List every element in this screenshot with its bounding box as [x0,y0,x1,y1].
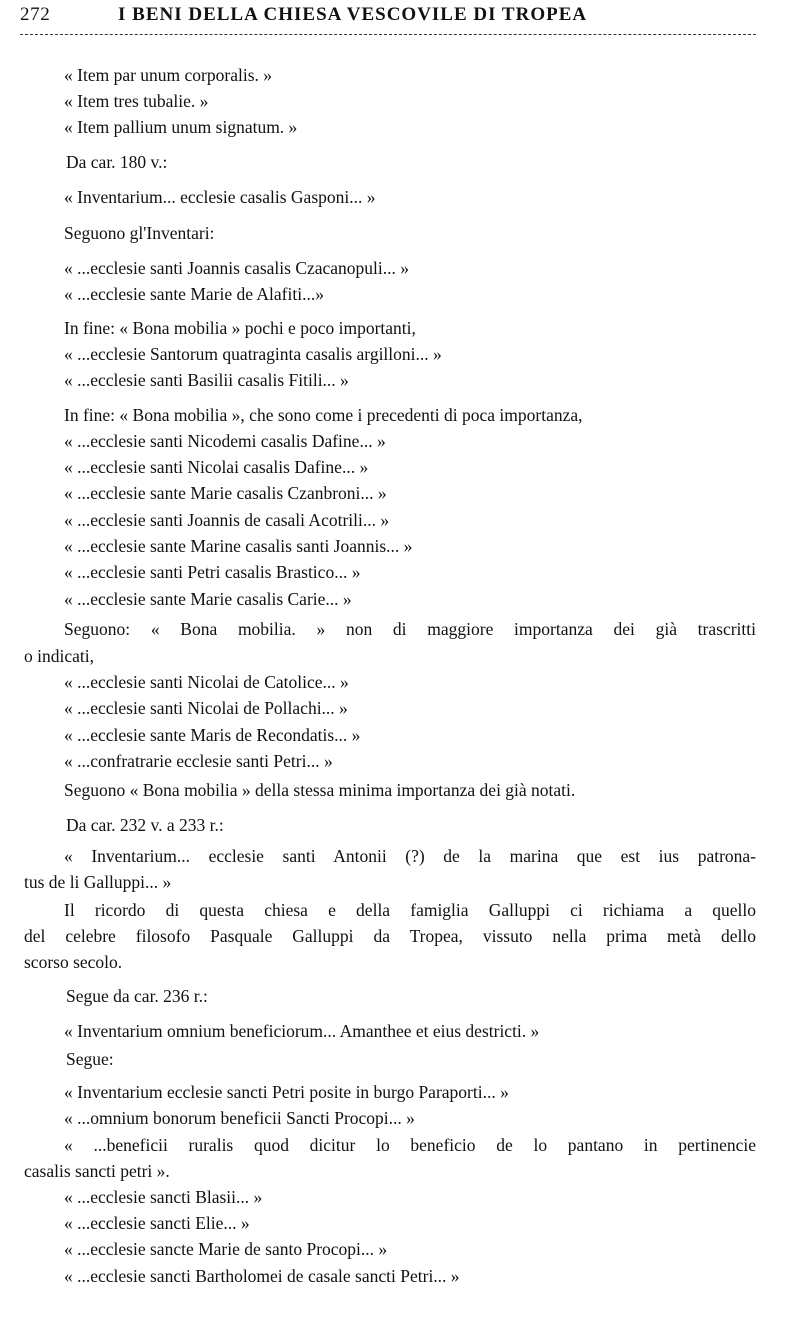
text-line: Segue da car. 236 r.: [66,986,208,1006]
text-line: « ...ecclesie santi Nicolai de Catolice... » [64,672,349,692]
text-line: o indicati, [24,646,94,666]
text-line: Da car. 232 v. a 233 r.: [66,815,224,835]
page-number: 272 [20,4,51,25]
text-line: « Item tres tubalie. » [64,91,209,111]
text-line: In fine: « Bona mobilia », che sono come i precedenti di poca importanza, [64,405,583,425]
text-line: « ...ecclesie sancti Elie... » [64,1213,250,1233]
text-line: « ...beneficii ruralis quod dicitur lo beneficio de lo pantano in pertinencie [64,1135,756,1155]
text-line: « ...ecclesie sante Marie casalis Carie... » [64,589,352,609]
header-rule [20,34,756,35]
text-line: « ...ecclesie sante Maris de Recondatis... » [64,725,361,745]
text-line: scorso secolo. [24,952,123,972]
text-line: « ...ecclesie santi Nicolai de Pollachi... » [64,698,348,718]
text-line: « ...ecclesie sante Marine casalis santi Joannis... » [64,536,413,556]
text-line: « ...omnium bonorum beneficii Sancti Procopi... » [64,1108,415,1128]
page-header [20,4,756,28]
text-line: « ...ecclesie santi Basilii casalis Fitili... » [64,370,349,390]
text-line: Segue: [66,1049,114,1069]
text-line: « ...ecclesie sante Marie de Alafiti...» [64,284,324,304]
text-line: « ...ecclesie santi Joannis casalis Czacanopuli... » [64,258,410,278]
text-line: « Inventarium ecclesie sancti Petri posite in burgo Paraporti... » [64,1082,509,1102]
text-line: Da car. 180 v.: [66,152,168,172]
text-line: « Inventarium... ecclesie casalis Gasponi... » [64,187,376,207]
text-line: Seguono gl'Inventari: [64,223,215,243]
text-line: « ...ecclesie santi Nicodemi casalis Dafine... » [64,431,386,451]
text-line: casalis sancti petri ». [24,1161,170,1181]
text-line: « ...ecclesie Santorum quatraginta casalis argilloni... » [64,344,442,364]
text-line: « ...ecclesie santi Joannis de casali Acotrili... » [64,510,390,530]
text-line: « ...ecclesie sancte Marie de santo Procopi... » [64,1239,388,1259]
text-line: « ...ecclesie sancti Bartholomei de casale sancti Petri... » [64,1266,460,1286]
text-line: « ...ecclesie santi Nicolai casalis Dafine... » [64,457,369,477]
text-line: del celebre filosofo Pasquale Galluppi da Tropea, vissuto nella prima metà dello [24,926,756,946]
text-line: « ...ecclesie santi Petri casalis Brastico... » [64,562,361,582]
text-line: « Item pallium unum signatum. » [64,117,298,137]
running-title: I BENI DELLA CHIESA VESCOVILE DI TROPEA [118,4,588,25]
text-line: « ...ecclesie sancti Blasii... » [64,1187,263,1207]
text-line: « Inventarium omnium beneficiorum... Amanthee et eius destricti. » [64,1021,540,1041]
text-line: In fine: « Bona mobilia » pochi e poco importanti, [64,318,416,338]
text-line: « ...ecclesie sante Marie casalis Czanbroni... » [64,483,387,503]
text-line: Seguono: « Bona mobilia. » non di maggiore importanza dei già trascritti [64,619,756,639]
text-line: « Item par unum corporalis. » [64,65,273,85]
text-line: Seguono « Bona mobilia » della stessa minima importanza dei già notati. [64,780,576,800]
text-line: Il ricordo di questa chiesa e della famiglia Galluppi ci richiama a quello [64,900,756,920]
text-line: « Inventarium... ecclesie santi Antonii (?) de la marina que est ius patrona- [64,846,756,866]
text-line: tus de li Galluppi... » [24,872,172,892]
text-line: « ...confratrarie ecclesie santi Petri... » [64,751,333,771]
